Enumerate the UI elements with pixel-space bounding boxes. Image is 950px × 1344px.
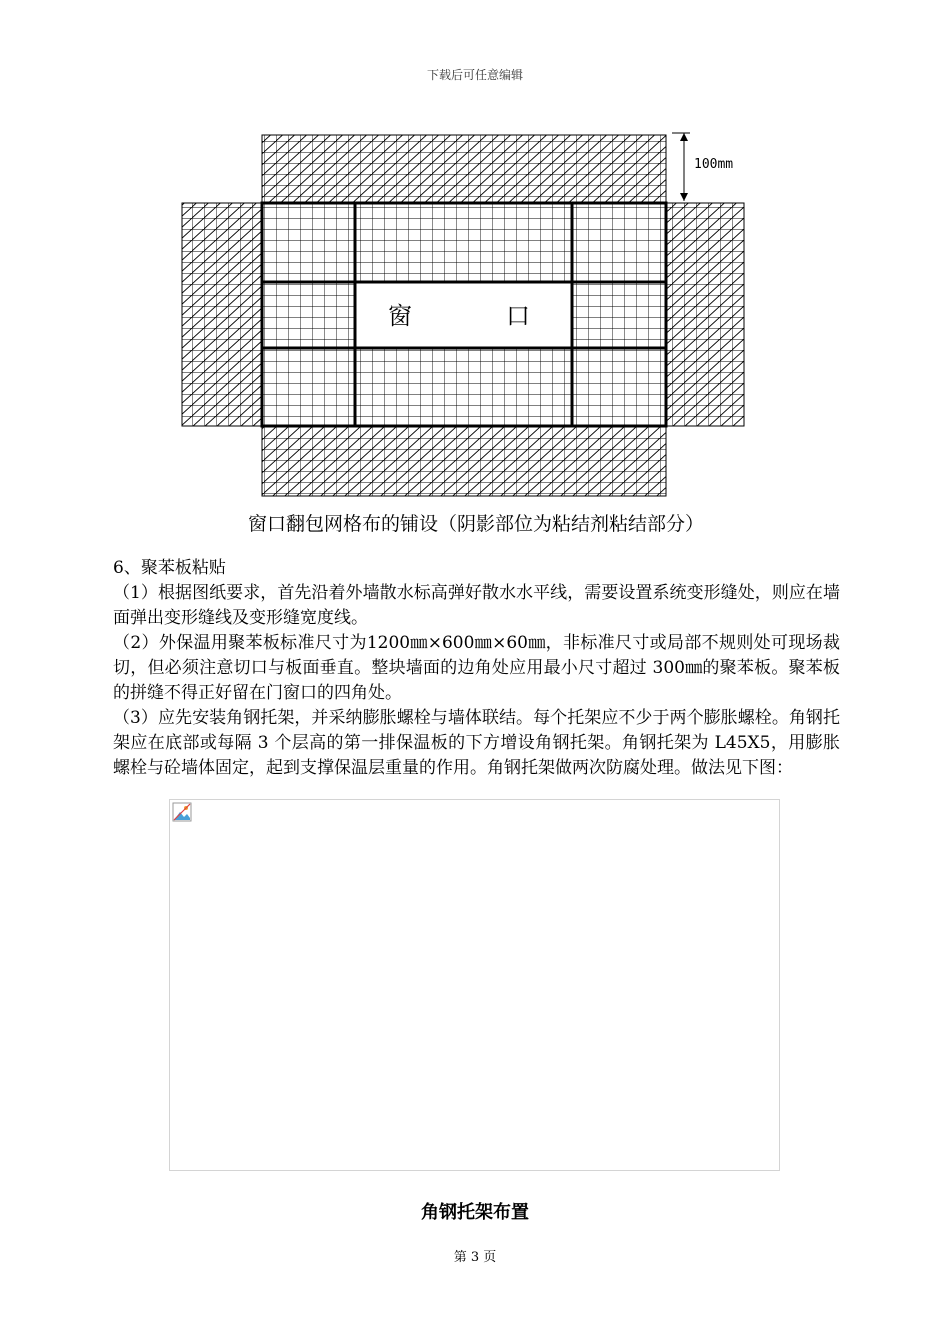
mesh-layout-diagram: [180, 130, 780, 535]
broken-image-icon: [172, 802, 192, 822]
page-number: 第 3 页: [453, 1250, 497, 1265]
window-label-right: 口: [506, 302, 530, 330]
right-wrap-zone: [666, 203, 744, 426]
image-placeholder: [169, 799, 780, 1171]
left-wrap-zone: [182, 203, 262, 426]
window-label-left: 窗: [388, 302, 412, 330]
section-heading: 6、聚苯板粘贴: [113, 558, 226, 578]
body-text: [113, 556, 840, 781]
mesh-layout-figure: [180, 130, 780, 535]
paragraph-3: （3）应先安装角钢托架，并采纳膨胀螺栓与墙体联结。每个托架应不少于两个膨胀螺栓。角钢托架应在底部或每隔 3 个层高的第一排保温板的下方增设角钢托架。角钢托架为 L45X5，用膨胀螺栓与砼墙体固定，起到支撑保温层重量的作用。角钢托架做两次防腐处理。做法见下图：: [113, 708, 840, 778]
dimension-label: 100mm: [694, 157, 734, 172]
top-wrap-zone: [262, 135, 666, 203]
page-header: 下载后可任意编辑: [426, 68, 523, 82]
image-caption: 角钢托架布置: [421, 1202, 529, 1223]
bottom-wrap-zone: [262, 426, 666, 496]
paragraph-1: （1）根据图纸要求，首先沿着外墙散水标高弹好散水水平线，需要设置系统变形缝处，则应在墙面弹出变形缝线及变形缝宽度线。: [113, 583, 840, 628]
paragraph-2: （2）外保温用聚苯板标准尺寸为1200㎜×600㎜×60㎜，非标准尺寸或局部不规则处可现场裁切，但必须注意切口与板面垂直。整块墙面的边角处应用最小尺寸超过 300㎜的聚苯板。聚苯板的拼缝不得正好留在门窗口的四角处。: [113, 633, 840, 703]
figure-caption: 窗口翻包网格布的铺设（阴影部位为粘结剂粘结部分）: [247, 513, 705, 535]
